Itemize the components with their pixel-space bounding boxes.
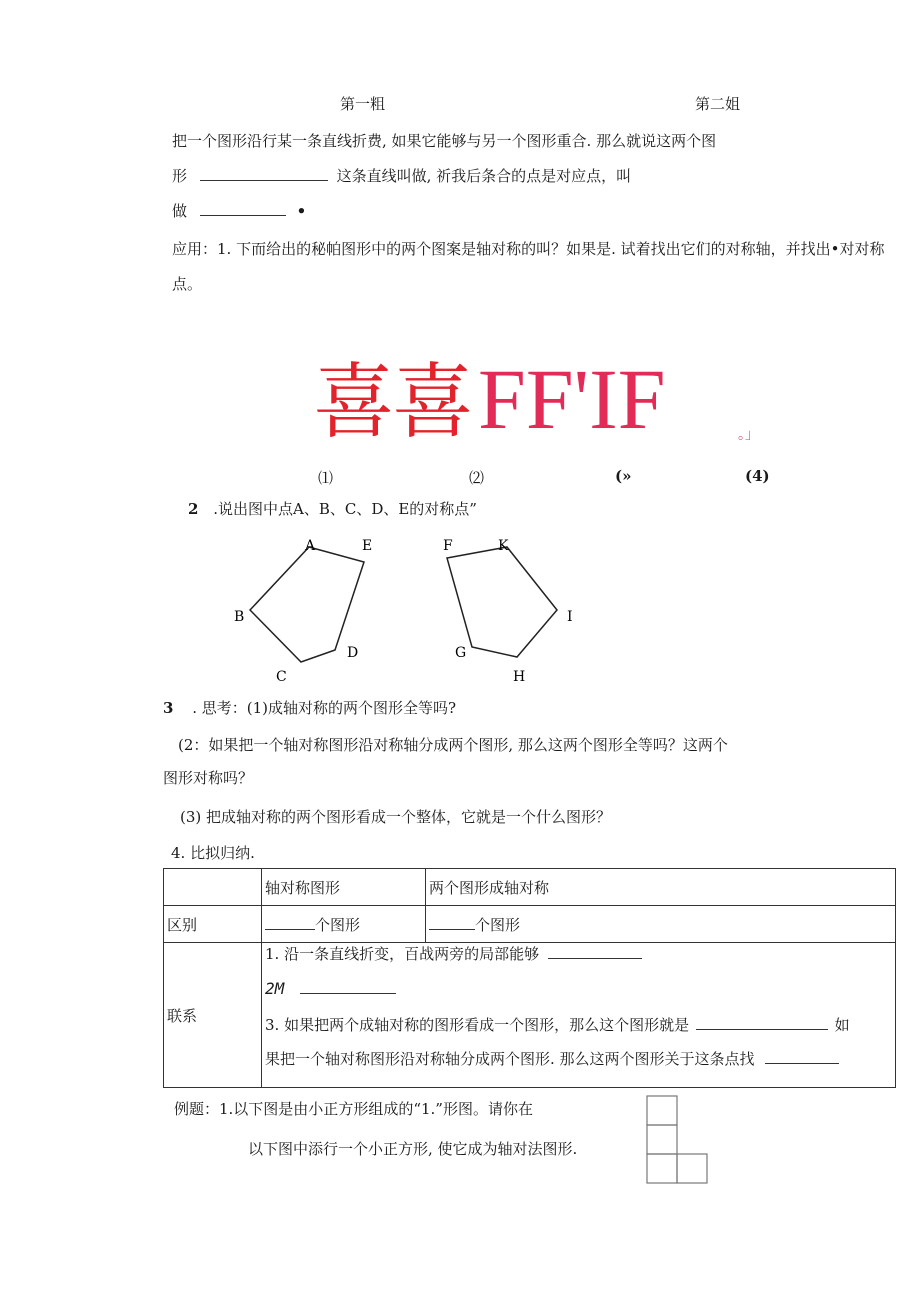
relation-item2 [265, 979, 396, 998]
relation-item2-text: 2M [265, 979, 285, 998]
definition-line2 [172, 165, 631, 186]
point-label-d: D [347, 645, 359, 661]
definition-line2-post: 这条直线叫做, 祈我后条合的点是对应点，叫 [336, 167, 632, 185]
definition-line2-pre: 形 [172, 167, 188, 185]
blank-count-2 [429, 915, 475, 930]
point-label-f: F [443, 538, 453, 554]
figure-label-2: ⑵ [469, 469, 485, 487]
blank-relation-2 [300, 979, 396, 994]
application-line2: 点。 [172, 275, 203, 293]
figure-label-3: (» [615, 467, 632, 485]
right-pentagon [447, 547, 557, 657]
figure-label-1: ⑴ [318, 469, 334, 487]
relation-item3-line2 [265, 1048, 839, 1069]
table-cell-diff-1 [262, 906, 426, 943]
group2-label: 第二姐 [695, 95, 741, 113]
pentagon-diagram [225, 530, 595, 690]
example-line2: 以下图中添行一个小正方形, 使它成为轴对法图形. [248, 1140, 578, 1158]
blank-relation-3 [696, 1015, 828, 1030]
q3-line2: (2：如果把一个轴对称图形沿对称轴分成两个图形, 那么这两个图形全等吗？这两个 [178, 736, 728, 754]
q2-number: 2 [188, 500, 199, 518]
figure1-glyph: 喜 [313, 355, 396, 450]
definition-line3 [172, 200, 306, 221]
table-row-label-difference: 区别 [164, 906, 262, 943]
table-cell-diff-2-text: 个图形 [475, 915, 521, 934]
point-label-h: H [513, 669, 526, 685]
square-middle [647, 1125, 677, 1154]
table-col-axis-figure: 轴对称图形 [262, 869, 426, 906]
point-label-c: C [276, 669, 287, 685]
q3-line4: (3) 把成轴对称的两个图形看成一个整体，它就是一个什么图形？ [180, 808, 612, 826]
table-cell-diff-1-text: 个图形 [315, 915, 361, 934]
definition-line3-post: • [296, 202, 307, 220]
table-row-difference [164, 906, 896, 943]
table-row-relation [164, 943, 896, 1088]
relation-item3-text: 3. 如果把两个成轴对称的图形看成一个图形，那么这个图形就是 [265, 1016, 690, 1034]
comparison-table [163, 868, 896, 1088]
blank-symmetric-point [200, 201, 286, 216]
figure-label-4: (4) [745, 467, 770, 485]
q3-number: 3 [163, 699, 174, 717]
application-line1: 应用：1. 下而给出的秘帕图形中的两个图案是轴对称的叫？如果是. 试着找出它们的对称轴，并找出•对对称 [172, 240, 885, 258]
q2-text: .说出图中点A、B、C、D、E的对称点” [213, 500, 477, 518]
definition-line3-pre: 做 [172, 202, 188, 220]
relation-item1 [265, 943, 642, 964]
blank-count-1 [265, 915, 315, 930]
point-label-b: B [234, 609, 245, 625]
example-line1: 例题：1.以下图是由小正方形组成的“1.”形图。请你在 [174, 1100, 533, 1118]
figure-tail: 。」 [738, 427, 759, 443]
blank-axis-symmetric [200, 166, 328, 181]
figure2-glyph: 喜 [392, 355, 475, 450]
table-cell-relation [262, 943, 896, 1088]
q4-title: 4. 比拟归纳. [171, 844, 255, 862]
q3-text1: . 思考：(1)成轴对称的两个图形全等吗? [192, 699, 457, 717]
table-corner-cell [164, 869, 262, 906]
q3-line1 [163, 697, 456, 718]
blank-relation-1 [548, 944, 642, 959]
definition-line1: 把一个图形沿行某一条直线折费, 如果它能够与另一个图形重合. 那么就说这两个图 [172, 132, 717, 150]
relation-item1-text: 1. 沿一条直线折变，百战两旁的局部能够 [265, 945, 540, 963]
table-header-row [164, 869, 896, 906]
point-label-a: A [305, 538, 316, 554]
relation-item3-line2-text: 果把一个轴对称图形沿对称轴分成两个图形. 那么这两个图形关于这条点找 [265, 1050, 755, 1068]
square-top [647, 1096, 677, 1125]
point-label-k: K [498, 538, 509, 554]
l-shape-squares [645, 1094, 711, 1186]
table-row-label-relation: 联系 [164, 943, 262, 1088]
point-label-i: I [567, 609, 573, 625]
blank-relation-4 [765, 1049, 839, 1064]
table-cell-diff-2 [426, 906, 896, 943]
relation-item3 [265, 1014, 850, 1035]
point-label-e: E [362, 538, 373, 554]
group1-label: 第一粗 [340, 95, 386, 113]
q3-line3: 图形对称吗？ [163, 769, 254, 787]
square-bottom-right [677, 1154, 707, 1183]
table-col-two-figures: 两个图形成轴对称 [426, 869, 896, 906]
q2-line [188, 498, 477, 519]
relation-item3-post: 如 [834, 1016, 850, 1034]
square-bottom-left [647, 1154, 677, 1183]
point-label-g: G [455, 645, 467, 661]
figure3-glyph: FF'IF [478, 351, 666, 447]
